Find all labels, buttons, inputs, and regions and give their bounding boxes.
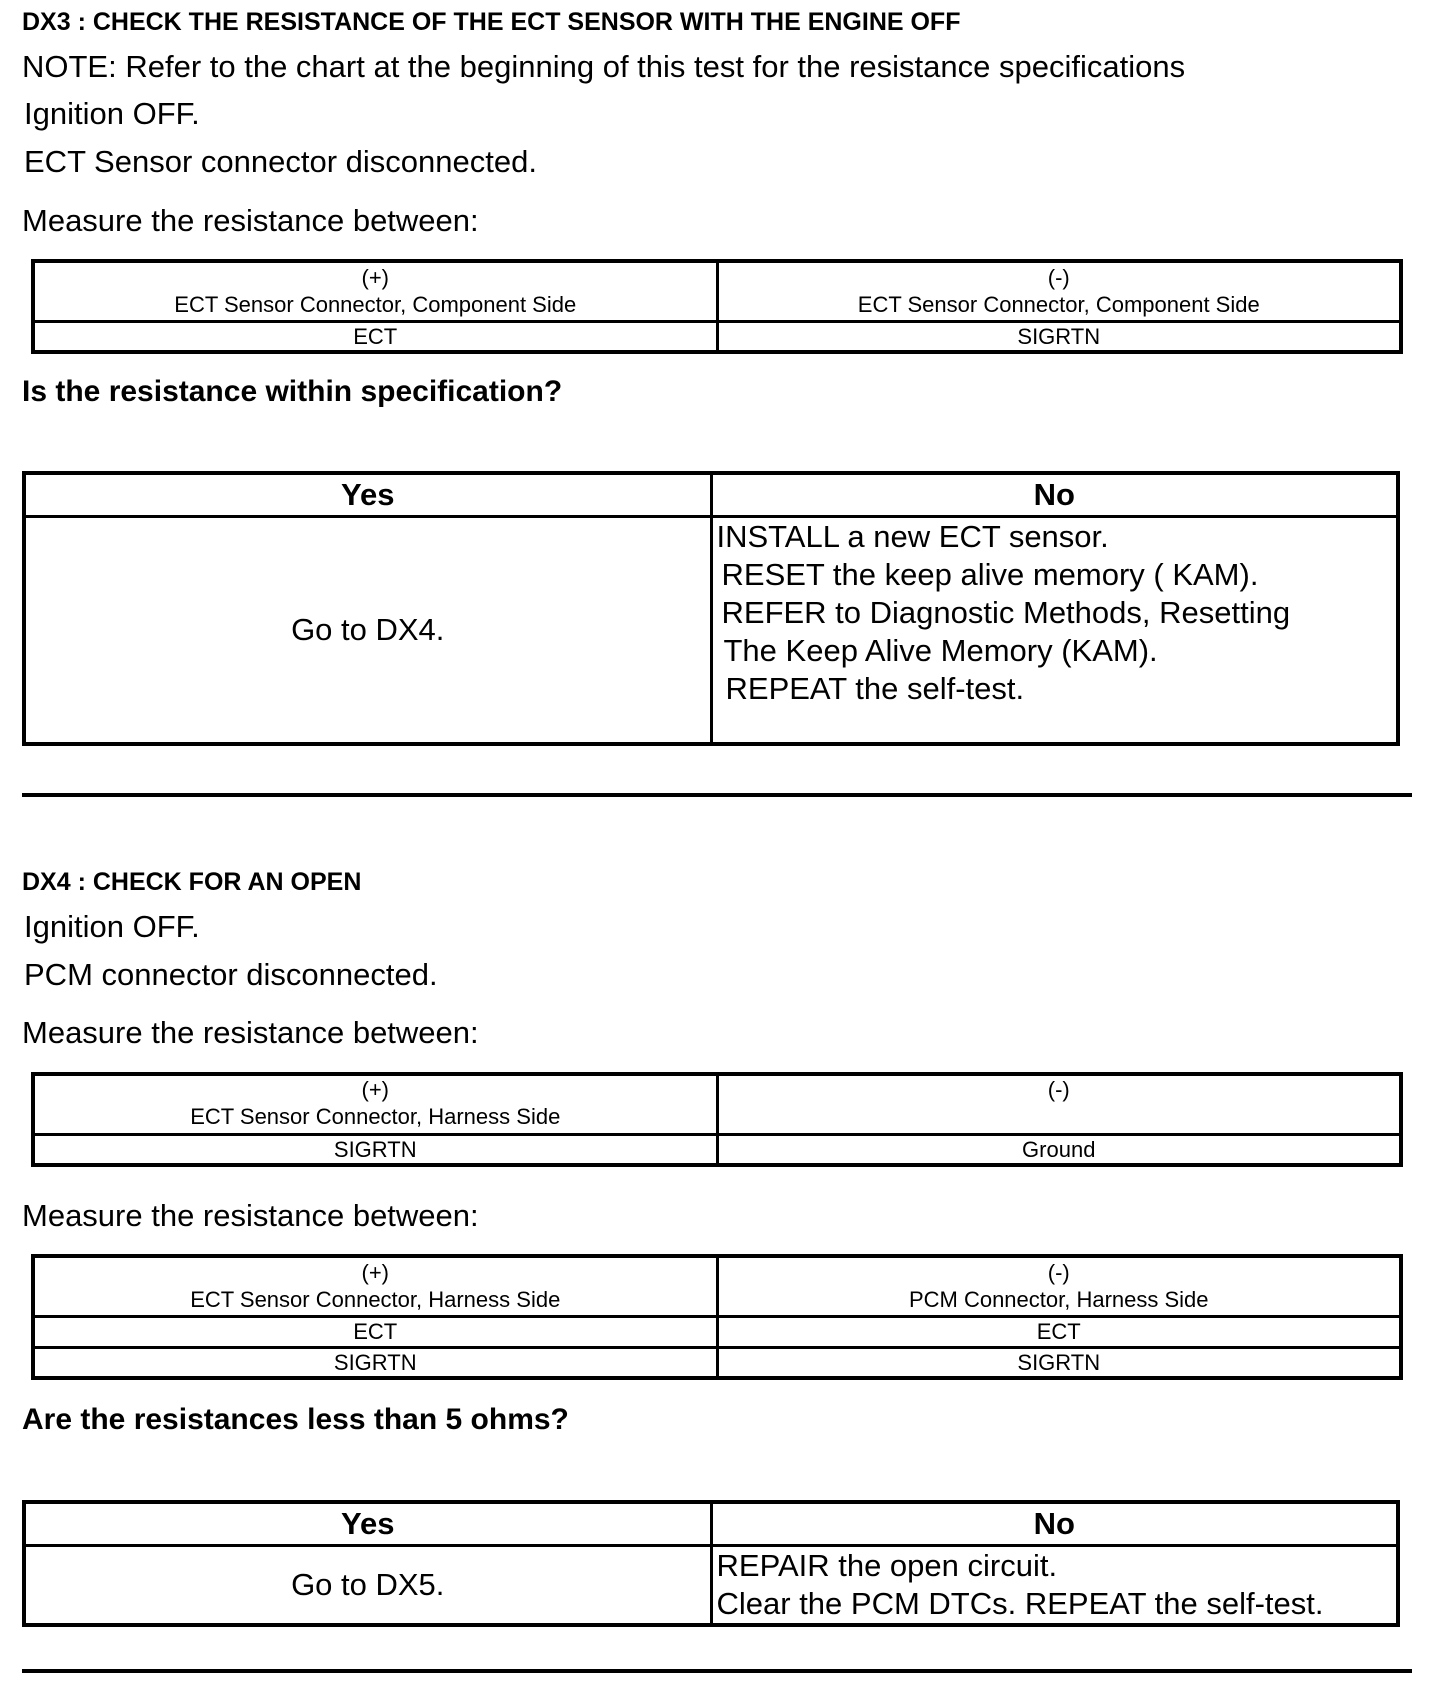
yes-action: Go to DX5. — [24, 1546, 711, 1626]
dx3-result-table: Yes No Go to DX4. INSTALL a new ECT sensor. RESET the keep alive memory ( KAM). REFER to Diagnostic Methods, Resetting The Keep Alive Memory (KAM). REPEAT the self-test. — [22, 471, 1400, 746]
dx4-measure: Measure the resistance between: — [22, 1198, 479, 1233]
dx3-note: NOTE: Refer to the chart at the beginning of this test for the resistance specifications — [22, 49, 1186, 84]
dx4-step: Ignition OFF. — [24, 909, 200, 944]
yes-action: Go to DX4. — [24, 517, 711, 745]
dx3-step: Ignition OFF. — [24, 96, 200, 131]
pos-header: (+) ECT Sensor Connector, Component Side — [33, 261, 717, 321]
dx4-measure-table-1: (+) ECT Sensor Connector, Harness Side (-) SIGRTN Ground — [31, 1072, 1403, 1167]
no-action: REPAIR the open circuit. Clear the PCM DTCs. REPEAT the self-test. — [711, 1546, 1398, 1626]
divider — [22, 1669, 1412, 1673]
dx4-measure-table-2: (+) ECT Sensor Connector, Harness Side (-) PCM Connector, Harness Side ECT ECT SIGRTN SIGRTN — [31, 1254, 1403, 1380]
dx3-step: ECT Sensor connector disconnected. — [24, 144, 537, 179]
dx3-question: Is the resistance within specification? — [22, 375, 563, 408]
dx4-question: Are the resistances less than 5 ohms? — [22, 1403, 569, 1436]
no-action: INSTALL a new ECT sensor. RESET the keep alive memory ( KAM). REFER to Diagnostic Methods, Resetting The Keep Alive Memory (KAM). REPEAT the self-test. — [711, 517, 1398, 745]
table-row: SIGRTN SIGRTN — [33, 1347, 1401, 1378]
dx4-heading: DX4 : CHECK FOR AN OPEN — [22, 868, 362, 896]
dx3-heading: DX3 : CHECK THE RESISTANCE OF THE ECT SENSOR WITH THE ENGINE OFF — [22, 8, 961, 36]
table-row: SIGRTN Ground — [33, 1134, 1401, 1165]
neg-header: (-) ECT Sensor Connector, Component Side — [717, 261, 1401, 321]
table-row: ECT SIGRTN — [33, 321, 1401, 352]
dx3-measure: Measure the resistance between: — [22, 203, 479, 238]
dx4-step: PCM connector disconnected. — [24, 957, 438, 992]
divider — [22, 793, 1412, 797]
dx4-result-table: Yes No Go to DX5. REPAIR the open circuit. Clear the PCM DTCs. REPEAT the self-test. — [22, 1500, 1400, 1627]
table-row: ECT ECT — [33, 1316, 1401, 1347]
dx3-measure-table — [31, 259, 1403, 354]
dx4-measure: Measure the resistance between: — [22, 1015, 479, 1050]
